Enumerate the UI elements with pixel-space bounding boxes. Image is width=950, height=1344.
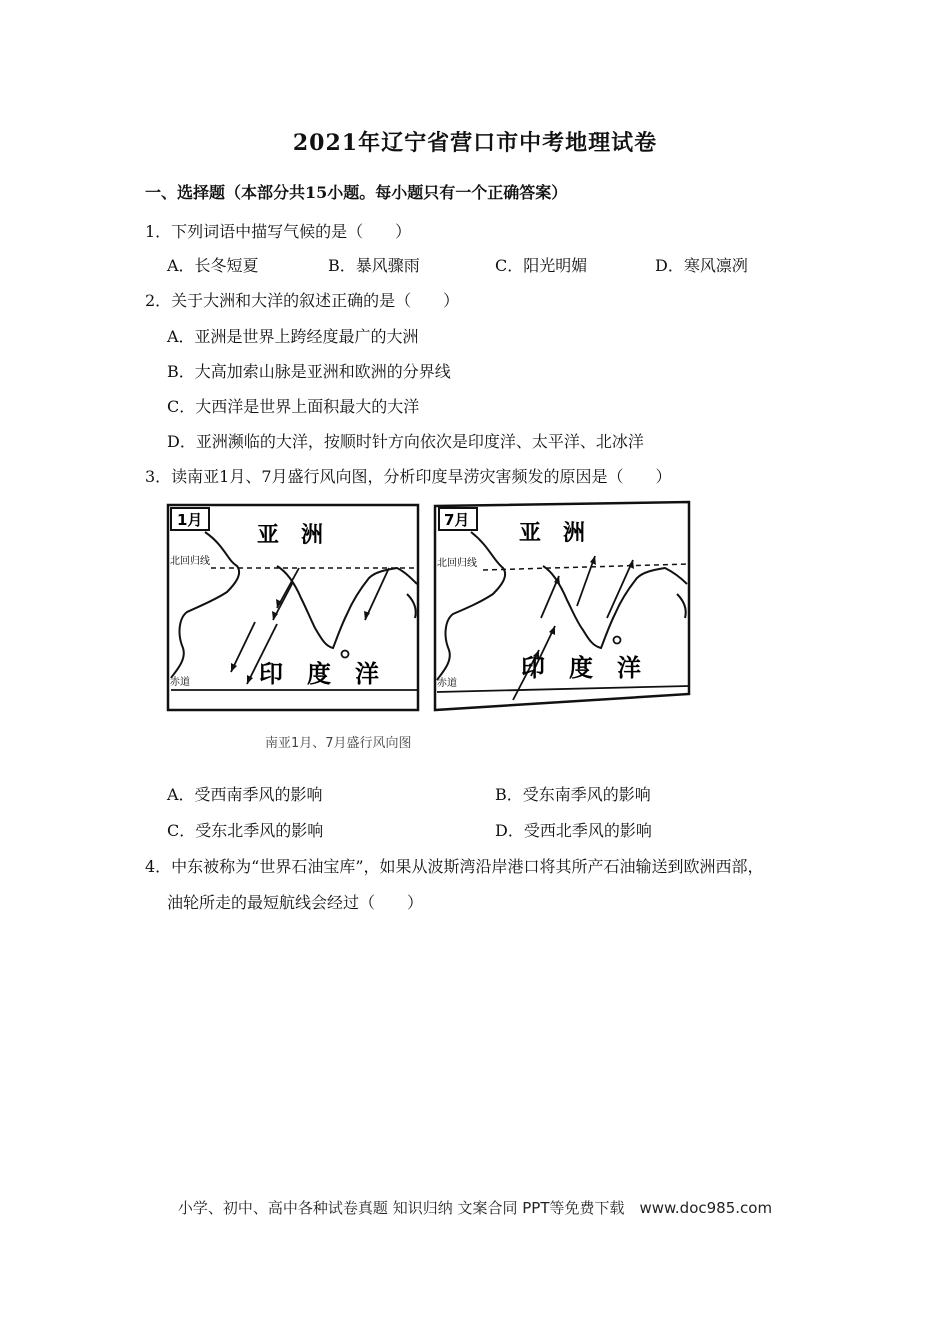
section-heading: 一、选择题（本部分共15小题。每小题只有一个正确答案） [145, 183, 568, 202]
map-july [431, 500, 693, 716]
q3-option-d: D．受西北季风的影响 [495, 821, 652, 840]
figure-caption: 南亚1月、7月盛行风向图 [265, 736, 412, 751]
question-3-stem: 3．读南亚1月、7月盛行风向图，分析印度旱涝灾害频发的原因是（ ） [145, 467, 672, 486]
jul-label: 7月 [444, 511, 470, 529]
jul-tropic-label: 北回归线 [437, 558, 477, 569]
q3-option-a: A．受西南季风的影响 [167, 785, 323, 804]
question-4-stem-line1: 4．中东被称为“世界石油宝库”，如果从波斯湾沿岸港口将其所产石油输送到欧洲西部， [145, 857, 764, 876]
map-january [165, 502, 421, 714]
q1-option-b: B．暴风骤雨 [328, 256, 420, 275]
jul-ocean-label: 印 度 洋 [521, 654, 641, 682]
jul-equator-label: 赤道 [437, 678, 457, 689]
q3-option-c: C．受东北季风的影响 [167, 821, 324, 840]
jan-tropic-label: 北回归线 [170, 556, 210, 567]
q1-option-d: D．寒风凛冽 [655, 256, 748, 275]
q2-option-a: A．亚洲是世界上跨经度最广的大洲 [167, 327, 419, 346]
question-4-stem-line2: 油轮所走的最短航线会经过（ ） [167, 893, 424, 912]
q1-option-a: A．长冬短夏 [167, 256, 259, 275]
q2-option-b: B．大高加索山脉是亚洲和欧洲的分界线 [167, 362, 451, 381]
q3-option-b: B．受东南季风的影响 [495, 785, 651, 804]
jan-equator-label: 赤道 [170, 677, 190, 688]
jul-asia-label: 亚 洲 [519, 521, 586, 546]
monsoon-figure [165, 496, 695, 758]
question-1-stem: 1．下列词语中描写气候的是（ ） [145, 222, 412, 241]
q2-option-d: D．亚洲濒临的大洋，按顺时针方向依次是印度洋、太平洋、北冰洋 [167, 432, 644, 451]
q2-option-c: C．大西洋是世界上面积最大的大洋 [167, 397, 420, 416]
q1-option-c: C．阳光明媚 [495, 256, 588, 275]
jan-asia-label: 亚 洲 [257, 523, 324, 548]
jan-ocean-label: 印 度 洋 [259, 660, 379, 688]
jan-label: 1月 [177, 511, 203, 529]
page-title: 2021年辽宁省营口市中考地理试卷 [292, 130, 658, 156]
question-2-stem: 2．关于大洲和大洋的叙述正确的是（ ） [145, 291, 460, 310]
footer-text: 小学、初中、高中各种试卷真题 知识归纳 文案合同 PPT等免费下载 www.doc985.com [177, 1199, 773, 1217]
